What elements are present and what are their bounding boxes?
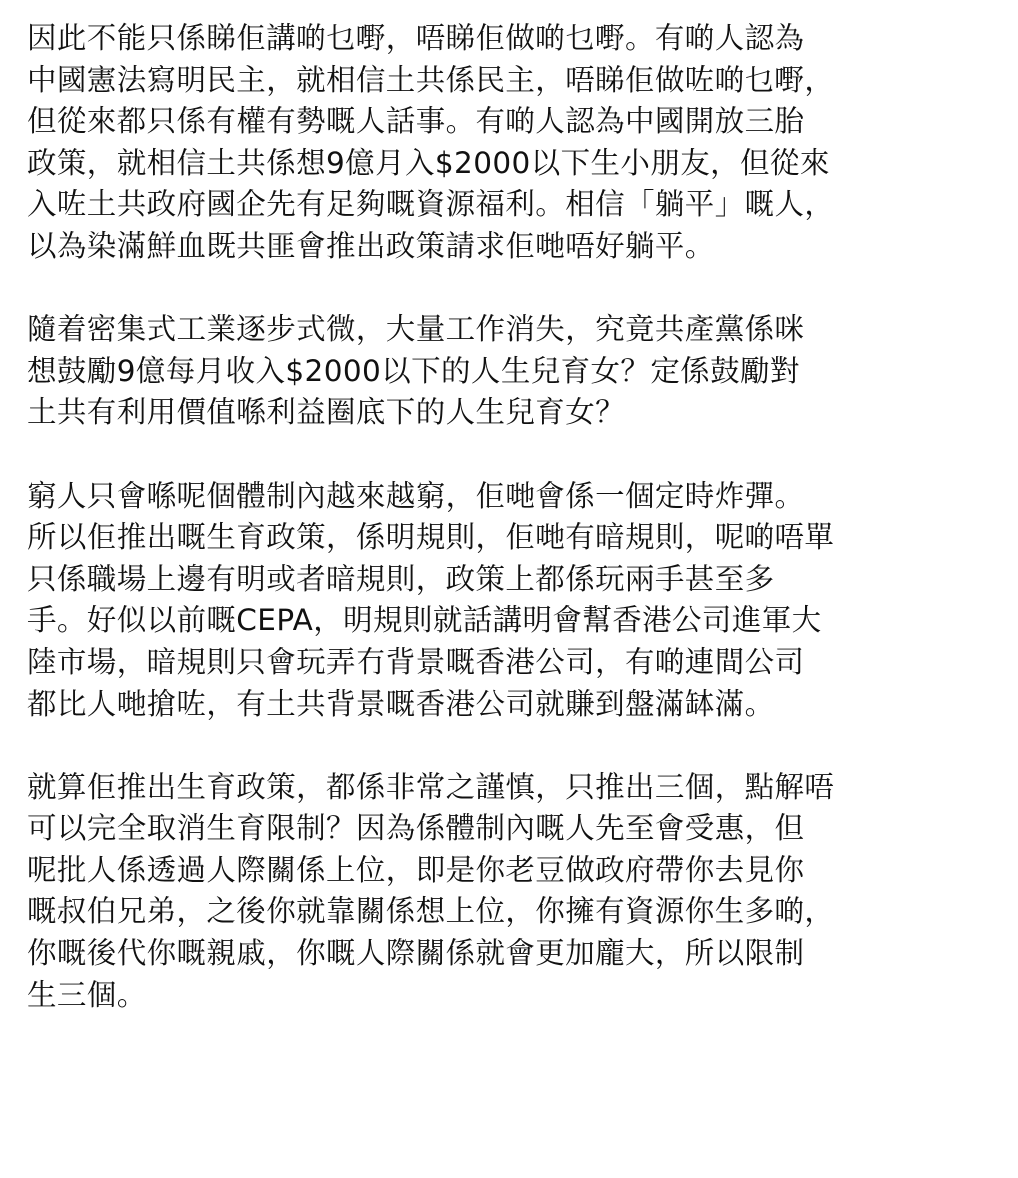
text-line: 就算佢推出生育政策，都係非常之謹慎，只推出三個，點解唔 (27, 769, 835, 804)
text-line: 所以佢推出嘅生育政策，係明規則，佢哋有暗規則，呢啲唔單 (27, 520, 835, 555)
text-line: 但從來都只係有權有勢嘅人話事。有啲人認為中國開放三胎 (27, 104, 805, 139)
paragraph-3 (27, 476, 1007, 726)
text-line: 中國憲法寫明民主，就相信土共係民主，唔睇佢做咗啲乜嘢， (27, 62, 835, 97)
text-line: 因此不能只係睇佢講啲乜嘢，唔睇佢做啲乜嘢。有啲人認為 (27, 21, 805, 55)
text-line: 手。好似以前嘅CEPA，明規則就話講明會幫香港公司進軍大 (27, 603, 822, 638)
paragraph-2 (27, 309, 1007, 434)
text-line: 陸市場，暗規則只會玩弄冇背景嘅香港公司，有啲連間公司 (27, 644, 805, 679)
text-line: 政策，就相信土共係想9億月入$2000以下生小朋友，但從來 (27, 145, 830, 180)
text-line: 隨着密集式工業逐步式微，大量工作消失，究竟共產黨係咪 (27, 312, 805, 347)
text-line: 入咗土共政府國企先有足夠嘅資源福利。相信「躺平」嘅人， (27, 187, 835, 222)
text-line: 想鼓勵9億每月收入$2000以下的人生兒育女？定係鼓勵對 (27, 353, 800, 388)
text-line: 生三個。 (27, 977, 147, 1012)
paragraph-1 (27, 18, 1007, 268)
post-body (27, 18, 1007, 1058)
text-line: 嘅叔伯兄弟，之後你就靠關係想上位，你擁有資源你生多啲， (27, 894, 835, 929)
text-line: 以為染滿鮮血既共匪會推出政策請求佢哋唔好躺平。 (27, 228, 715, 263)
text-line: 窮人只會喺呢個體制內越來越窮，佢哋會係一個定時炸彈。 (27, 478, 805, 513)
text-line: 呢批人係透過人際關係上位，即是你老豆做政府帶你去見你 (27, 852, 805, 887)
text-line: 只係職場上邊有明或者暗規則，政策上都係玩兩手甚至多 (27, 561, 775, 596)
text-line: 都比人哋搶咗，有土共背景嘅香港公司就賺到盤滿缽滿。 (27, 686, 775, 721)
paragraph-4 (27, 767, 1007, 1017)
text-line: 土共有利用價值喺利益圈底下的人生兒育女？ (27, 395, 626, 430)
text-line: 可以完全取消生育限制？因為係體制內嘅人先至會受惠，但 (27, 811, 805, 846)
text-line: 你嘅後代你嘅親戚，你嘅人際關係就會更加龐大，所以限制 (27, 936, 805, 971)
